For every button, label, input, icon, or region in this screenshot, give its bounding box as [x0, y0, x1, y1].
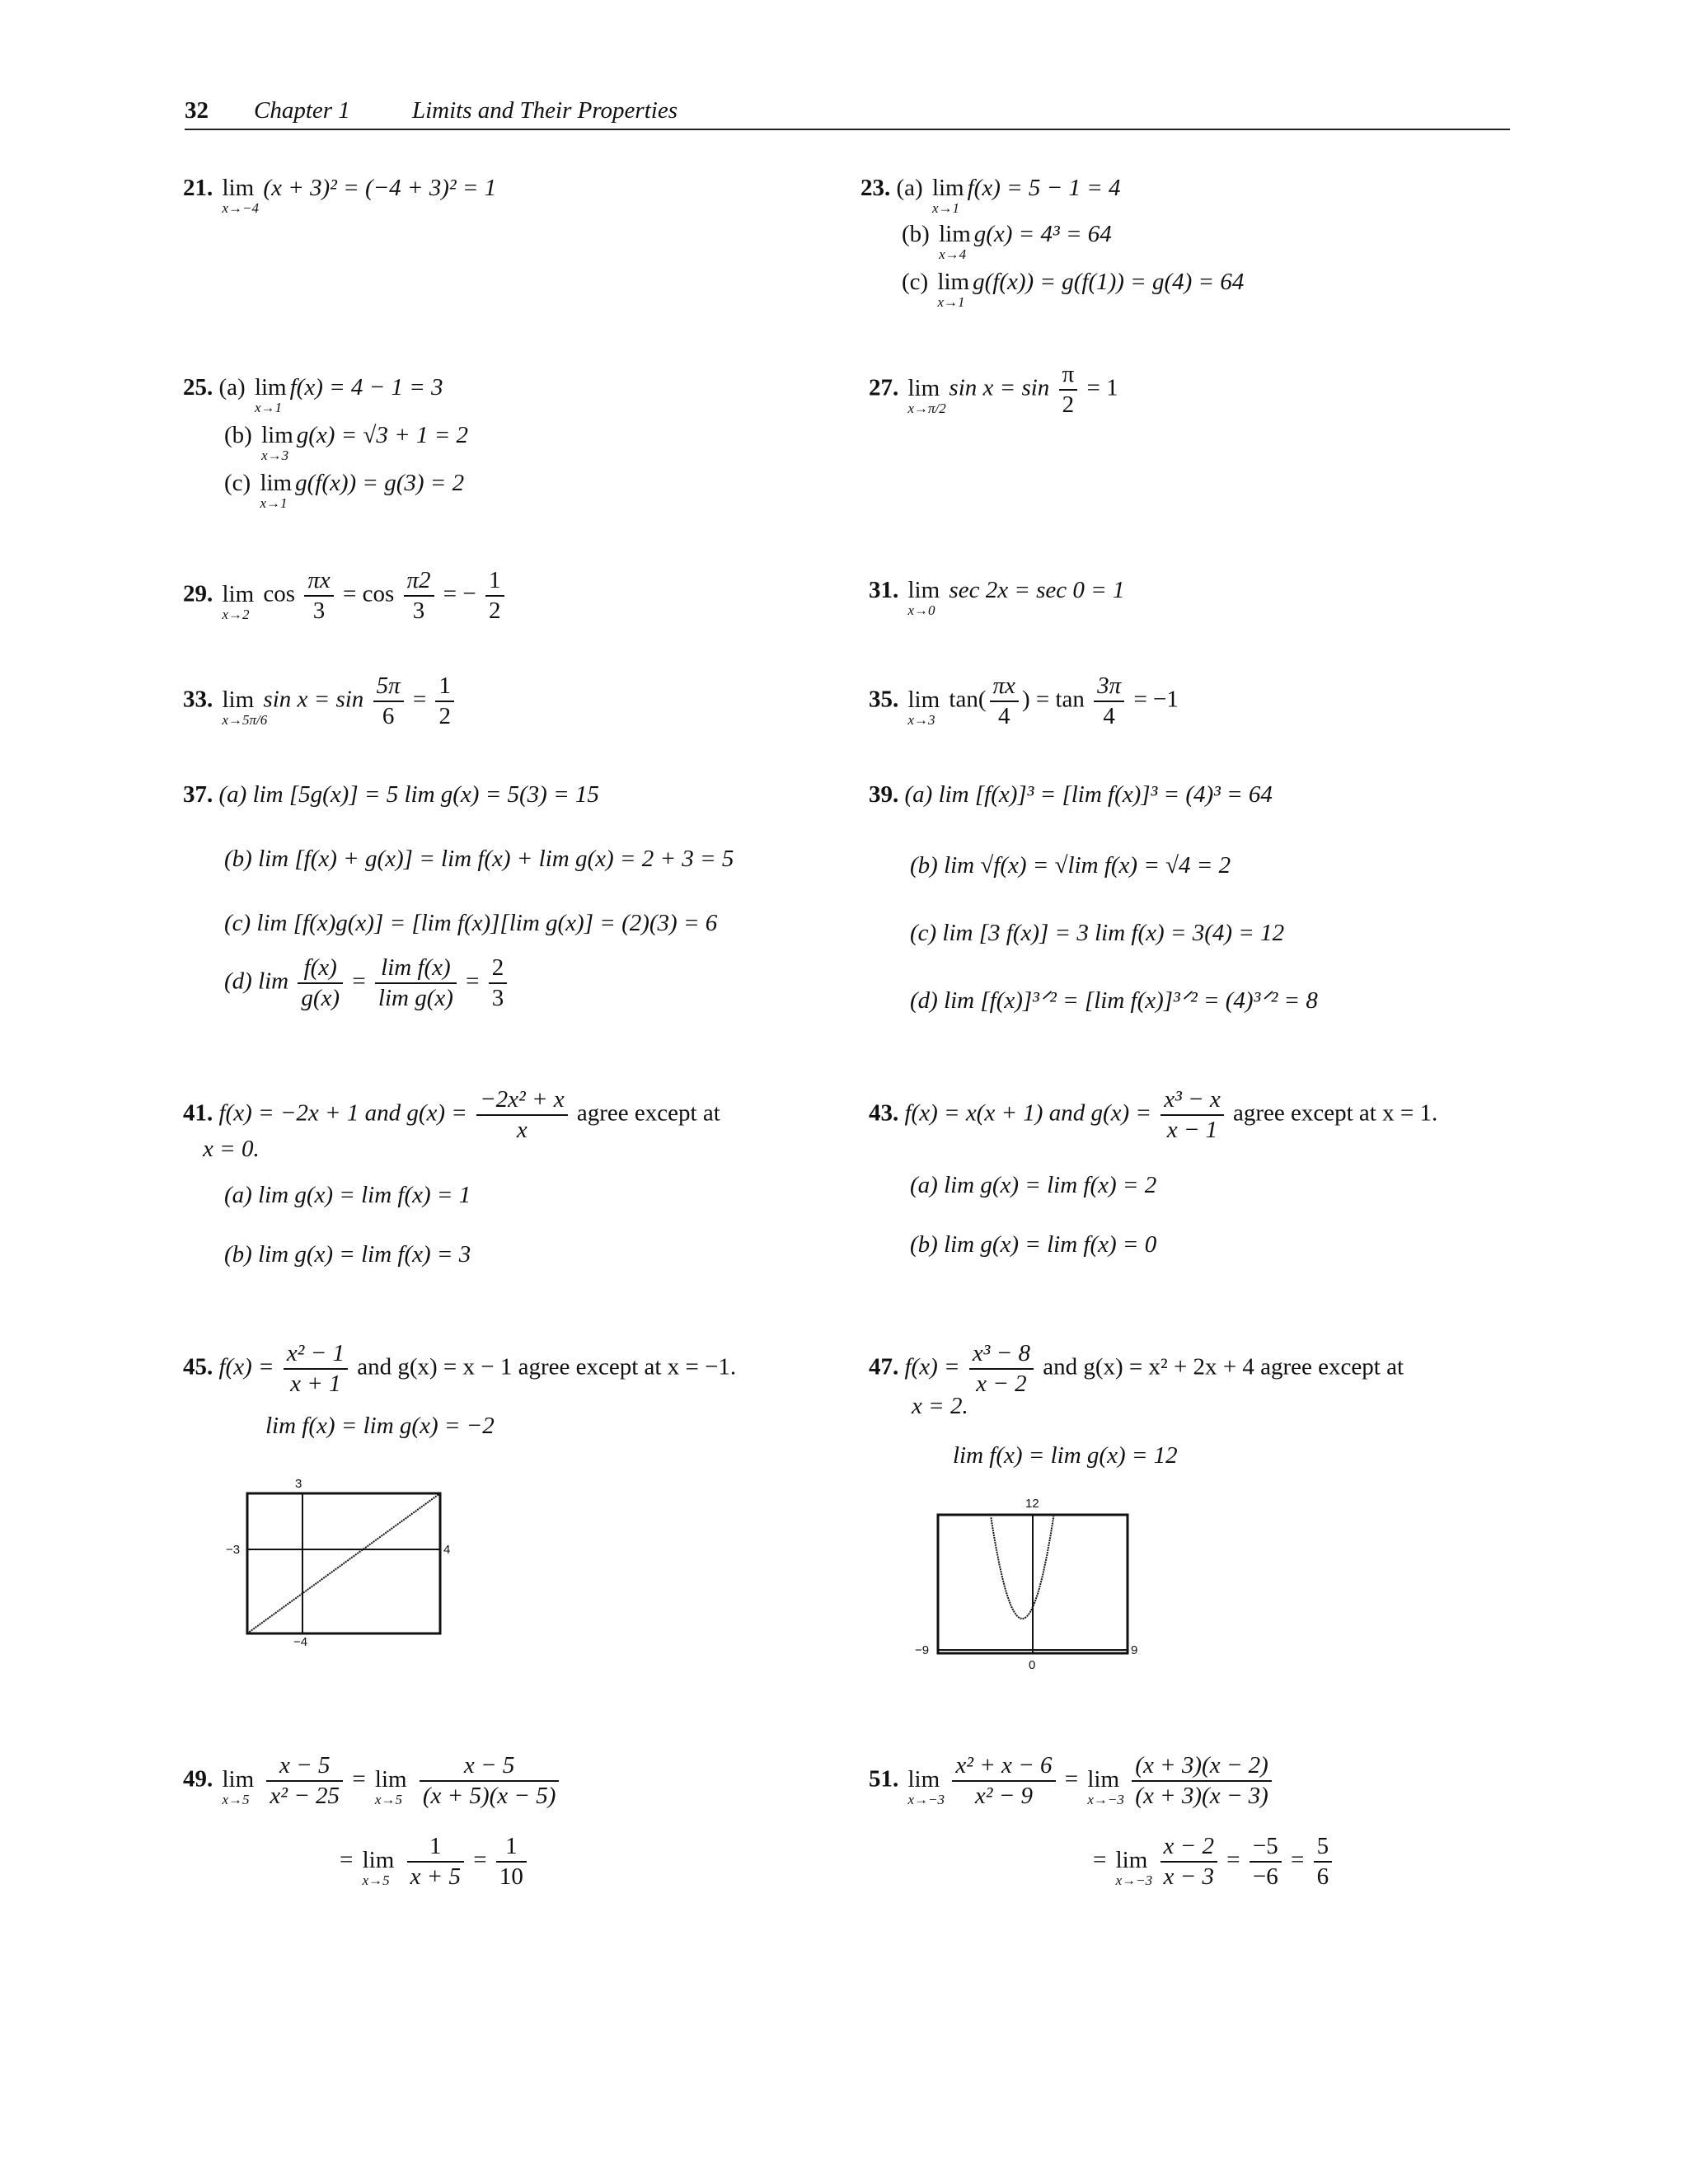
- problem-27: 27. lim x→π/2 sin x = sin $\frac{\pi}{2}$ = 1: [869, 361, 1118, 418]
- graph-problem-47: [907, 1497, 1154, 1678]
- problem-41: 41. f(x) = −2x + 1 and g(x) = $\frac{\text{−2x² + x}}{x}$ agree except at: [183, 1086, 720, 1143]
- problem-37d: (d) lim $\frac{f(x)}{g(x)}$ = $\frac{\text{lim f(x)}}{\text{lim g(x)}}$ = $\frac{2}{3}$: [224, 956, 510, 1010]
- problem-37: 37. (a) lim [5g(x)] = 5 lim g(x) = 5(3) = 15: [183, 781, 599, 808]
- problem-43: 43. f(x) = x(x + 1) and g(x) = $\frac{\text{x³ − x}}{x - 1}$ agree except at x = 1.: [869, 1086, 1438, 1143]
- problem-45-lim: lim f(x) = lim g(x) = −2: [265, 1413, 495, 1439]
- problem-23b: (b) lim x→4 g(x) = 4³ = 64: [902, 221, 1112, 262]
- graph-45-xmax: 4: [443, 1543, 451, 1557]
- graph-47-ymin: 0: [1029, 1658, 1036, 1672]
- problem-21: 21. lim x→−4 (x + 3)² = (−4 + 3)² = 1: [183, 175, 497, 216]
- problem-47: 47. f(x) = $\frac{\text{x³ − 8}}{x - 2}$ and g(x) = x² + 2x + 4 agree except at: [869, 1340, 1404, 1397]
- graph-47-xmax: 9: [1131, 1643, 1138, 1657]
- problem-45: 45. f(x) = $\frac{\text{x² − 1}}{x + 1}$ and g(x) = x − 1 agree except at x = −1.: [183, 1340, 737, 1397]
- problem-39b: (b) lim √f(x) = √lim f(x) = √4 = 2: [910, 852, 1231, 879]
- problem-39: 39. (a) lim [f(x)]³ = [lim f(x)]³ = (4)³ = 64: [869, 781, 1273, 808]
- graph-problem-45: [221, 1477, 468, 1650]
- page-number: 32: [185, 97, 209, 124]
- chapter-title: Limits and Their Properties: [412, 97, 678, 124]
- problem-31: 31. lim x→0 sec 2x = sec 0 = 1: [869, 577, 1125, 618]
- graph-47-svg: [907, 1497, 1154, 1678]
- graph-45-xmin: −3: [226, 1543, 241, 1557]
- graph-45-curve: [247, 1493, 440, 1633]
- problem-51-line2: = lim x→−3 $\frac{x - 2}{x - 3}$ = $\frac{-5}{-6}$ = $\frac{5}{6}$: [1093, 1835, 1335, 1889]
- graph-45-svg: [221, 1477, 468, 1650]
- problem-43a: (a) lim g(x) = lim f(x) = 2: [910, 1172, 1157, 1198]
- problem-41b: (b) lim g(x) = lim f(x) = 3: [224, 1241, 471, 1268]
- problem-35: 35. lim x→3 tan( $\frac{\pi x}{4}$ ) = tan $\frac{3\pi}{4}$ = −1: [869, 673, 1179, 729]
- problem-41a: (a) lim g(x) = lim f(x) = 1: [224, 1182, 471, 1208]
- problem-25c: (c) lim x→1 g(f(x)) = g(3) = 2: [224, 470, 465, 511]
- problem-37c: (c) lim [f(x)g(x)] = [lim f(x)][lim g(x)] = (2)(3) = 6: [224, 910, 718, 936]
- problem-47-line2: x = 2.: [912, 1393, 968, 1419]
- graph-45-ymax: 3: [295, 1477, 302, 1491]
- problem-43b: (b) lim g(x) = lim f(x) = 0: [910, 1231, 1157, 1258]
- problem-25: 25. (a) lim x→1 f(x) = 4 − 1 = 3: [183, 374, 443, 415]
- graph-47-ymax: 12: [1025, 1497, 1039, 1511]
- page-header: [185, 91, 1510, 130]
- problem-25b: (b) lim x→3 g(x) = √3 + 1 = 2: [224, 422, 469, 463]
- problem-49: 49. lim x→5 $\frac{x - 5}{\text{x² − 25}}$ = lim x→5 $\frac{x - 5}{(x + 5)(x - 5)}$: [183, 1754, 562, 1808]
- problem-23c: (c) lim x→1 g(f(x)) = g(f(1)) = g(4) = 64: [902, 269, 1245, 310]
- problem-47-lim: lim f(x) = lim g(x) = 12: [953, 1442, 1178, 1469]
- graph-47-curve: [991, 1516, 1053, 1619]
- graph-47-xmin: −9: [915, 1643, 930, 1657]
- graph-45-ymin: −4: [293, 1635, 308, 1649]
- problem-49-line2: = lim x→5 $\frac{1}{x + 5}$ = $\frac{1}{10}$: [340, 1835, 530, 1889]
- problem-37b: (b) lim [f(x) + g(x)] = lim f(x) + lim g(x) = 2 + 3 = 5: [224, 846, 734, 872]
- problem-51: 51. lim x→−3 $\frac{\text{x² + x − 6}}{\text{x² − 9}}$ = lim x→−3 $\frac{(x + 3)(x - 2)}{(x + 3)(x - 3)}$: [869, 1754, 1275, 1808]
- problem-41-line2: x = 0.: [203, 1136, 260, 1162]
- problem-29: 29. lim x→2 cos $\frac{\pi x}{3}$ = cos $\frac{\pi 2}{3}$ = − $\frac{1}{2}$: [183, 569, 508, 623]
- problem-23: 23. (a) lim x→1 f(x) = 5 − 1 = 4: [860, 175, 1121, 216]
- problem-39d: (d) lim [f(x)]³ᐟ² = [lim f(x)]³ᐟ² = (4)³ᐟ² = 8: [910, 987, 1318, 1014]
- problem-39c: (c) lim [3 f(x)] = 3 lim f(x) = 3(4) = 12: [910, 920, 1285, 946]
- problem-33: 33. lim x→5π/6 sin x = sin $\frac{5\pi}{6}$ = $\frac{1}{2}$: [183, 674, 457, 729]
- chapter-label: Chapter 1: [254, 97, 350, 124]
